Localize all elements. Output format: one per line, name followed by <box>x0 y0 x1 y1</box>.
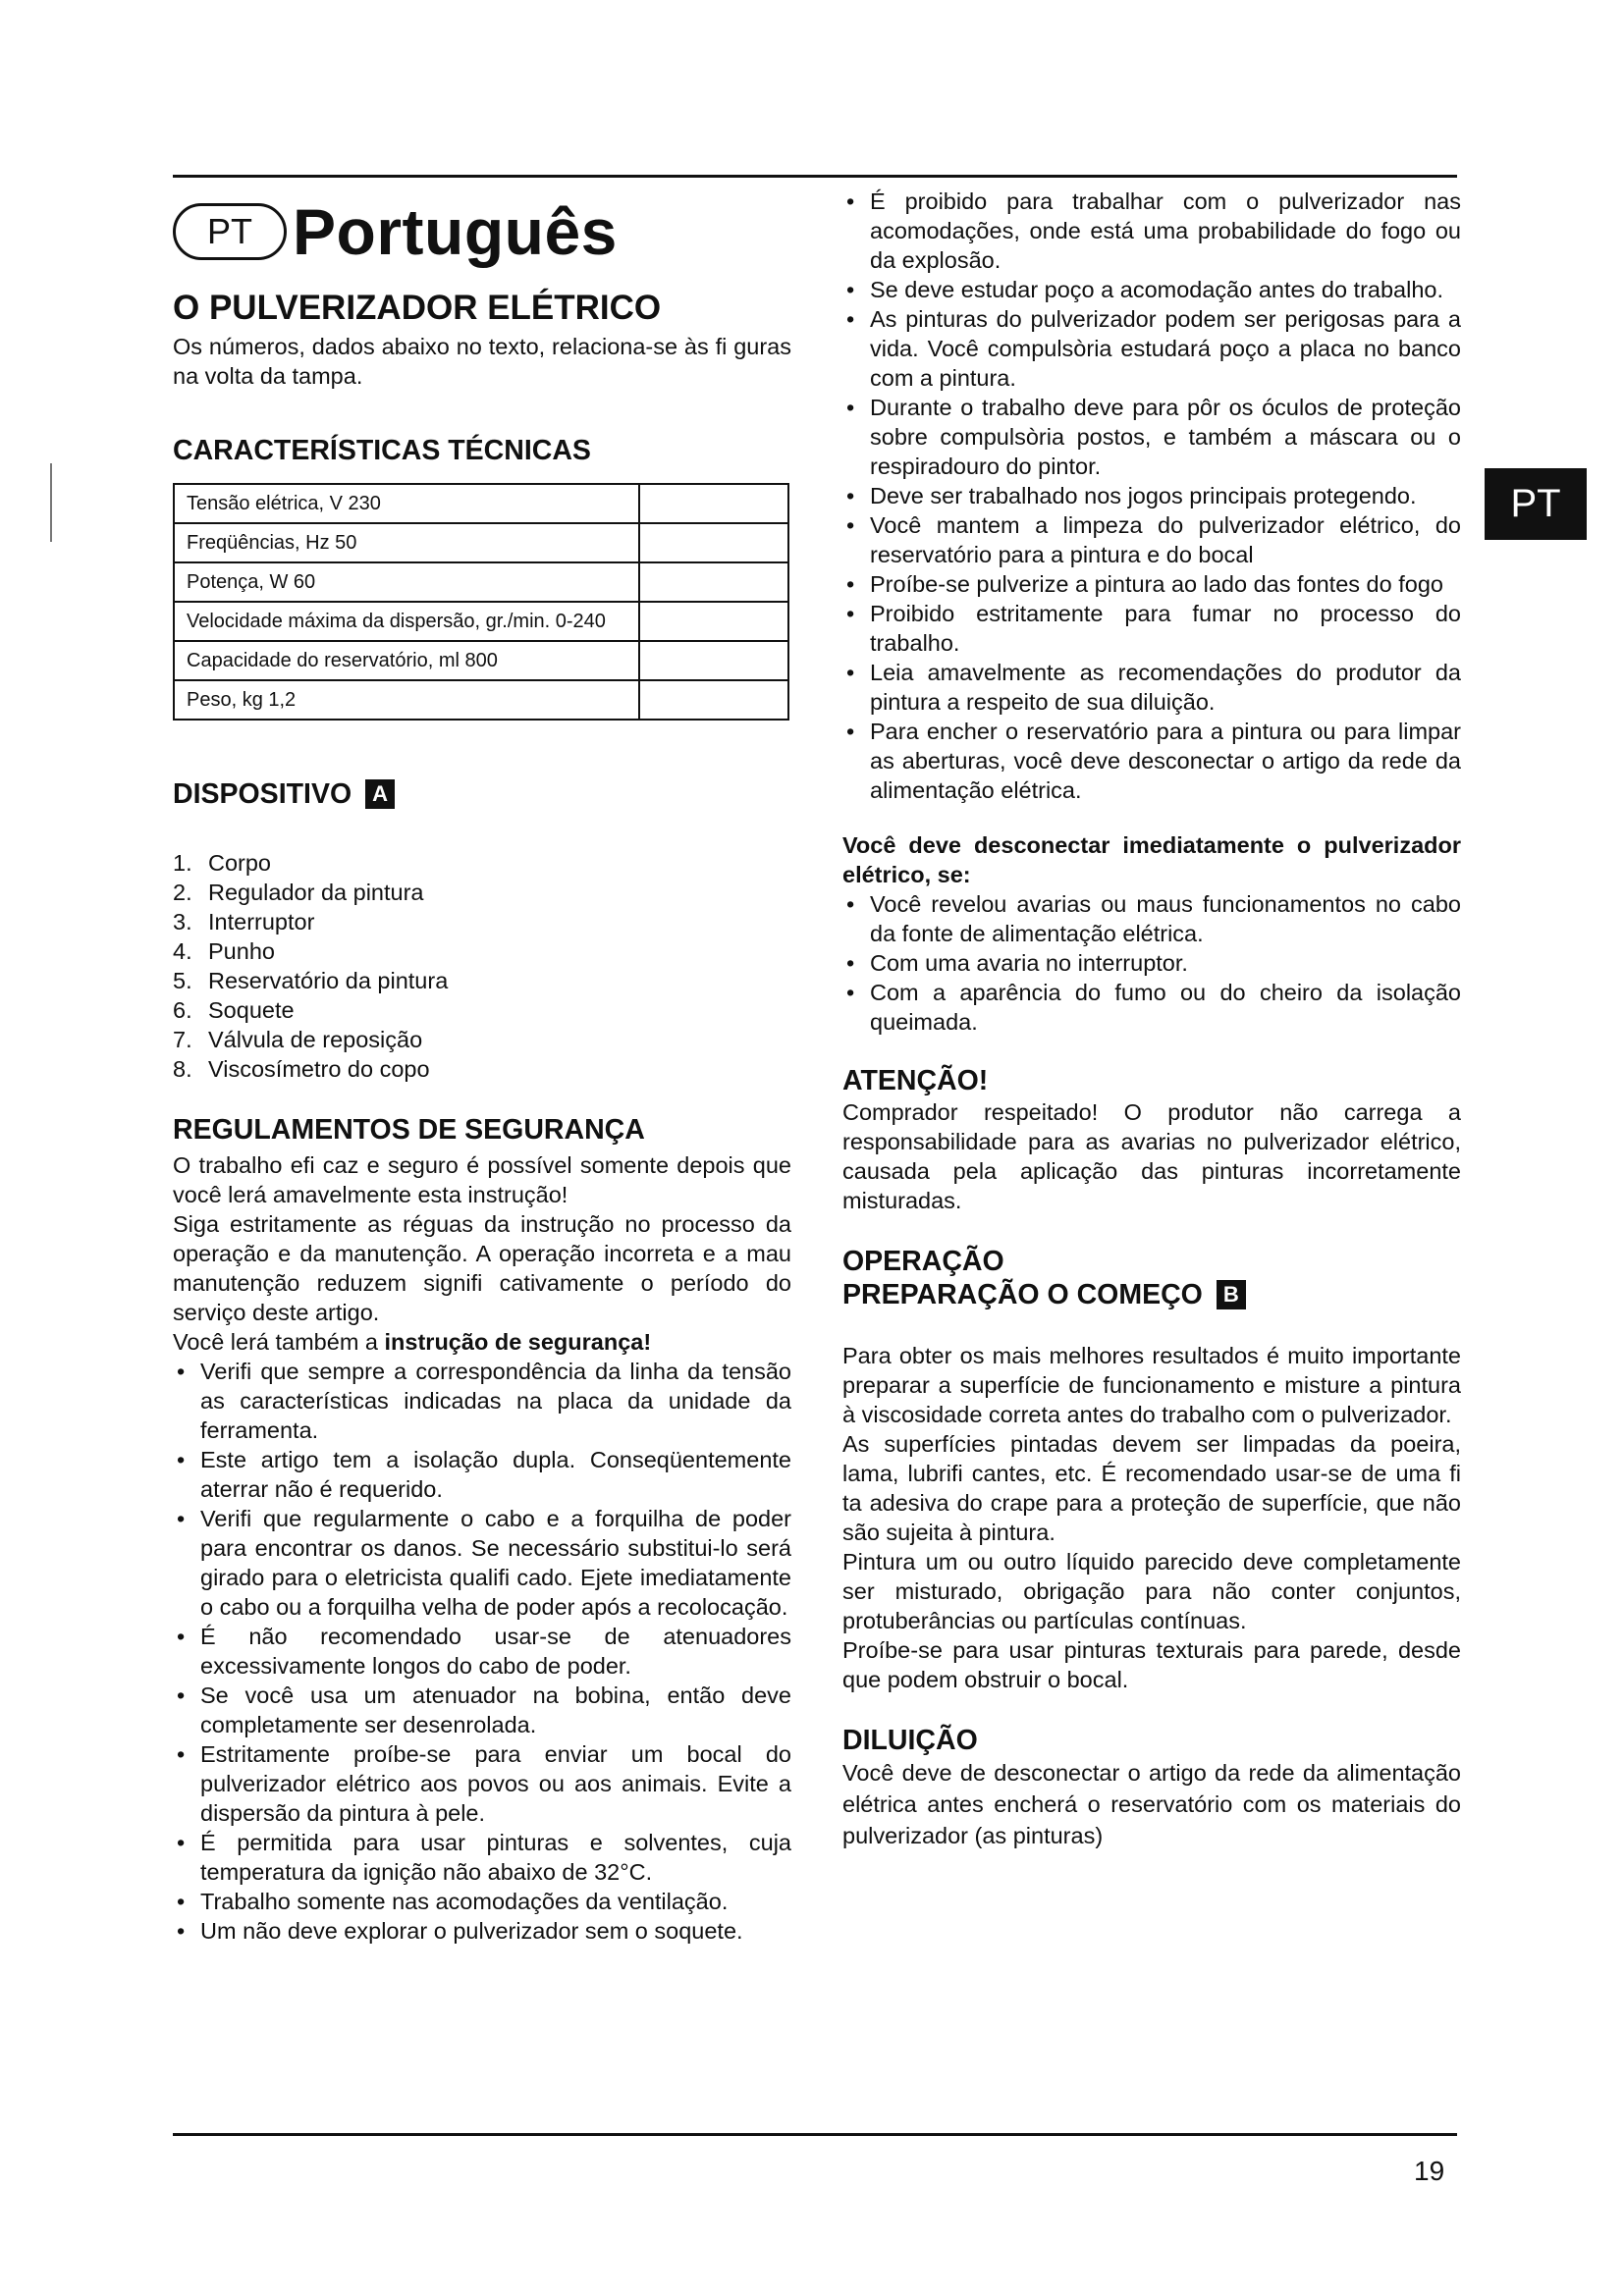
part-number: 3. <box>173 909 192 934</box>
bullet-item: • É não recomendado usar-se de atenuadores excessivamente longos do cabo de poder. <box>173 1622 791 1681</box>
part-item <box>173 848 791 878</box>
part-item <box>173 995 791 1025</box>
operation-para-4: Proíbe-se para usar pinturas texturais para parede, desde que podem obstruir o bocal. <box>842 1637 1461 1692</box>
spec-row <box>174 562 788 602</box>
safety-para-2: Siga estritamente as réguas da instrução no processo da operação e da manutenção. A operação incorreta e a mau manutenção reduzem signifi cativamente o período do serviço deste artigo. <box>173 1211 791 1325</box>
part-label: Punho <box>208 938 275 964</box>
spec-row <box>174 484 788 523</box>
bullet-item: • Você mantem a limpeza do pulverizador elétrico, do reservatório para a pintura e do bocal <box>842 510 1461 569</box>
disconnect-bullets <box>842 889 1461 1037</box>
specs-table <box>173 483 789 721</box>
part-label: Regulador da pintura <box>208 880 424 905</box>
bullet-item: • Verifi que regularmente o cabo e a forquilha de poder para encontrar os danos. Se necessário substitui-lo será girado para o eletricista qualifi cado. Ejete imediatamente o cabo ou a forquilha velha de poder após a recolocação. <box>173 1504 791 1622</box>
margin-mark <box>50 463 52 542</box>
spec-row <box>174 641 788 680</box>
document-title: O PULVERIZADOR ELÉTRICO <box>173 289 662 327</box>
bullet-item: • Se você usa um atenuador na bobina, então deve completamente ser desenrolada. <box>173 1681 791 1739</box>
spec-label: Capacidade do reservatório, ml 800 <box>174 641 639 680</box>
spec-label: Potença, W 60 <box>174 562 639 602</box>
bullet-item: • Um não deve explorar o pulverizador sem o soquete. <box>173 1916 791 1946</box>
preparation-heading: PREPARAÇÃO O COMEÇO B <box>842 1278 1461 1311</box>
disconnect-heading: Você deve desconectar imediatamente o pulverizador elétrico, se: <box>842 832 1461 887</box>
attention-text: Comprador respeitado! O produtor não carrega a responsabilidade para as avarias no pulverizador elétrico, causada pela aplicação das pinturas incorretamente misturadas. <box>842 1099 1461 1213</box>
bullet-item: • Estritamente proíbe-se para enviar um bocal do pulverizador elétrico aos povos ou aos animais. Evite a dispersão da pintura à pele. <box>173 1739 791 1828</box>
bullet-item: • Verifi que sempre a correspondência da linha da tensão as características indicadas na placa da unidade da ferramenta. <box>173 1357 791 1445</box>
part-label: Reservatório da pintura <box>208 968 449 993</box>
part-label: Válvula de reposição <box>208 1027 423 1052</box>
dilution-heading: DILUIÇÃO <box>842 1725 978 1756</box>
page-number: 19 <box>1414 2156 1445 2186</box>
part-item <box>173 878 791 907</box>
part-label: Soquete <box>208 997 295 1023</box>
part-number: 5. <box>173 968 192 993</box>
bullet-item: • Trabalho somente nas acomodações da ventilação. <box>173 1887 791 1916</box>
spec-label: Freqüências, Hz 50 <box>174 523 639 562</box>
safety-para-1: O trabalho efi caz e seguro é possível somente depois que você lerá amavelmente esta instrução! <box>173 1152 791 1207</box>
spec-row <box>174 680 788 720</box>
language-badge: PT <box>173 203 287 260</box>
bullet-item: • Com a aparência do fumo ou do cheiro da isolação queimada. <box>842 978 1461 1037</box>
bullet-item: • Com uma avaria no interruptor. <box>842 948 1461 978</box>
safety-heading: REGULAMENTOS DE SEGURANÇA <box>173 1114 645 1146</box>
spec-row <box>174 523 788 562</box>
parts-list <box>173 848 791 1084</box>
spec-label: Tensão elétrica, V 230 <box>174 484 639 523</box>
specs-heading: CARACTERÍSTICAS TÉCNICAS <box>173 435 591 466</box>
bullet-item: • É permitida para usar pinturas e solventes, cuja temperatura da ignição não abaixo de 32°C. <box>173 1828 791 1887</box>
operation-para-1: Para obter os mais melhores resultados é muito importante preparar a superfície de funcionamento e misture a pintura à viscosidade correta antes do trabalho com o pulverizador. <box>842 1343 1461 1427</box>
bullet-item: • Este artigo tem a isolação dupla. Conseqüentemente aterrar não é requerido. <box>173 1445 791 1504</box>
spec-value-cell <box>639 680 788 720</box>
part-item <box>173 936 791 966</box>
spec-value-cell <box>639 602 788 641</box>
part-label: Interruptor <box>208 909 315 934</box>
part-number: 8. <box>173 1056 192 1082</box>
language-side-tab: PT <box>1485 468 1587 540</box>
operation-para-3: Pintura um ou outro líquido parecido deve completamente ser misturado, obrigação para não conter conjuntos, protuberâncias ou partículas contínuas. <box>842 1549 1461 1633</box>
operation-heading: OPERAÇÃO <box>842 1246 1004 1277</box>
part-number: 7. <box>173 1027 192 1052</box>
part-item <box>173 1025 791 1054</box>
language-title: Português <box>293 195 618 268</box>
spec-label: Velocidade máxima da dispersão, gr./min. 0-240 <box>174 602 639 641</box>
safety-para-3: Você lerá também a instrução de segurança! <box>173 1329 652 1355</box>
figure-badge-b: B <box>1217 1280 1246 1309</box>
bullet-item: • Proíbe-se pulverize a pintura ao lado das fontes do fogo <box>842 569 1461 599</box>
right-column <box>842 187 1461 1851</box>
figure-badge-a: A <box>365 779 395 809</box>
part-label: Viscosímetro do copo <box>208 1056 430 1082</box>
bullet-item: • É proibido para trabalhar com o pulverizador nas acomodações, onde está uma probabilidade do fogo ou da explosão. <box>842 187 1461 275</box>
language-header <box>173 192 791 271</box>
bullet-item: • As pinturas do pulverizador podem ser perigosas para a vida. Você compulsòria estudará poço a placa no banco com a pintura. <box>842 304 1461 393</box>
bullet-item: • Para encher o reservatório para a pintura ou para limpar as aberturas, você deve desconectar o artigo da rede da alimentação elétrica. <box>842 717 1461 805</box>
bullet-item: • Se deve estudar poço a acomodação antes do trabalho. <box>842 275 1461 304</box>
safety-bullets-right <box>842 187 1461 805</box>
spec-value-cell <box>639 562 788 602</box>
safety-bullets-left <box>173 1357 791 1946</box>
part-number: 2. <box>173 880 192 905</box>
intro-text: Os números, dados abaixo no texto, relaciona-se às fi guras na volta da tampa. <box>173 334 791 389</box>
part-item <box>173 966 791 995</box>
bullet-item: • Proibido estritamente para fumar no processo do trabalho. <box>842 599 1461 658</box>
bullet-item: • Você revelou avarias ou maus funcionamentos no cabo da fonte de alimentação elétrica. <box>842 889 1461 948</box>
bullet-item: • Deve ser trabalhado nos jogos principais protegendo. <box>842 481 1461 510</box>
part-number: 6. <box>173 997 192 1023</box>
part-number: 1. <box>173 850 192 876</box>
spec-value-cell <box>639 484 788 523</box>
top-rule <box>173 175 1457 178</box>
bullet-item: • Durante o trabalho deve para pôr os óculos de proteção sobre compulsòria postos, e também a máscara ou o respiradouro do pintor. <box>842 393 1461 481</box>
operation-para-2: As superfícies pintadas devem ser limpadas da poeira, lama, lubrifi cantes, etc. É recomendado usar-se de uma fi ta adesiva do crape para a proteção de superfície, que não são sujeita à pintura. <box>842 1431 1461 1545</box>
spec-value-cell <box>639 523 788 562</box>
bullet-item: • Leia amavelmente as recomendações do produtor da pintura a respeito de sua diluição. <box>842 658 1461 717</box>
device-heading: DISPOSITIVO A <box>173 777 791 811</box>
left-column <box>173 187 791 1946</box>
part-number: 4. <box>173 938 192 964</box>
spec-label: Peso, kg 1,2 <box>174 680 639 720</box>
part-label: Corpo <box>208 850 272 876</box>
bottom-rule <box>173 2133 1457 2136</box>
spec-row <box>174 602 788 641</box>
dilution-text: Você deve de desconectar o artigo da rede da alimentação elétrica antes encherá o reservatório com os materiais do pulverizador (as pinturas) <box>842 1760 1461 1848</box>
part-item <box>173 1054 791 1084</box>
part-item <box>173 907 791 936</box>
spec-value-cell <box>639 641 788 680</box>
attention-heading: ATENÇÃO! <box>842 1065 989 1096</box>
